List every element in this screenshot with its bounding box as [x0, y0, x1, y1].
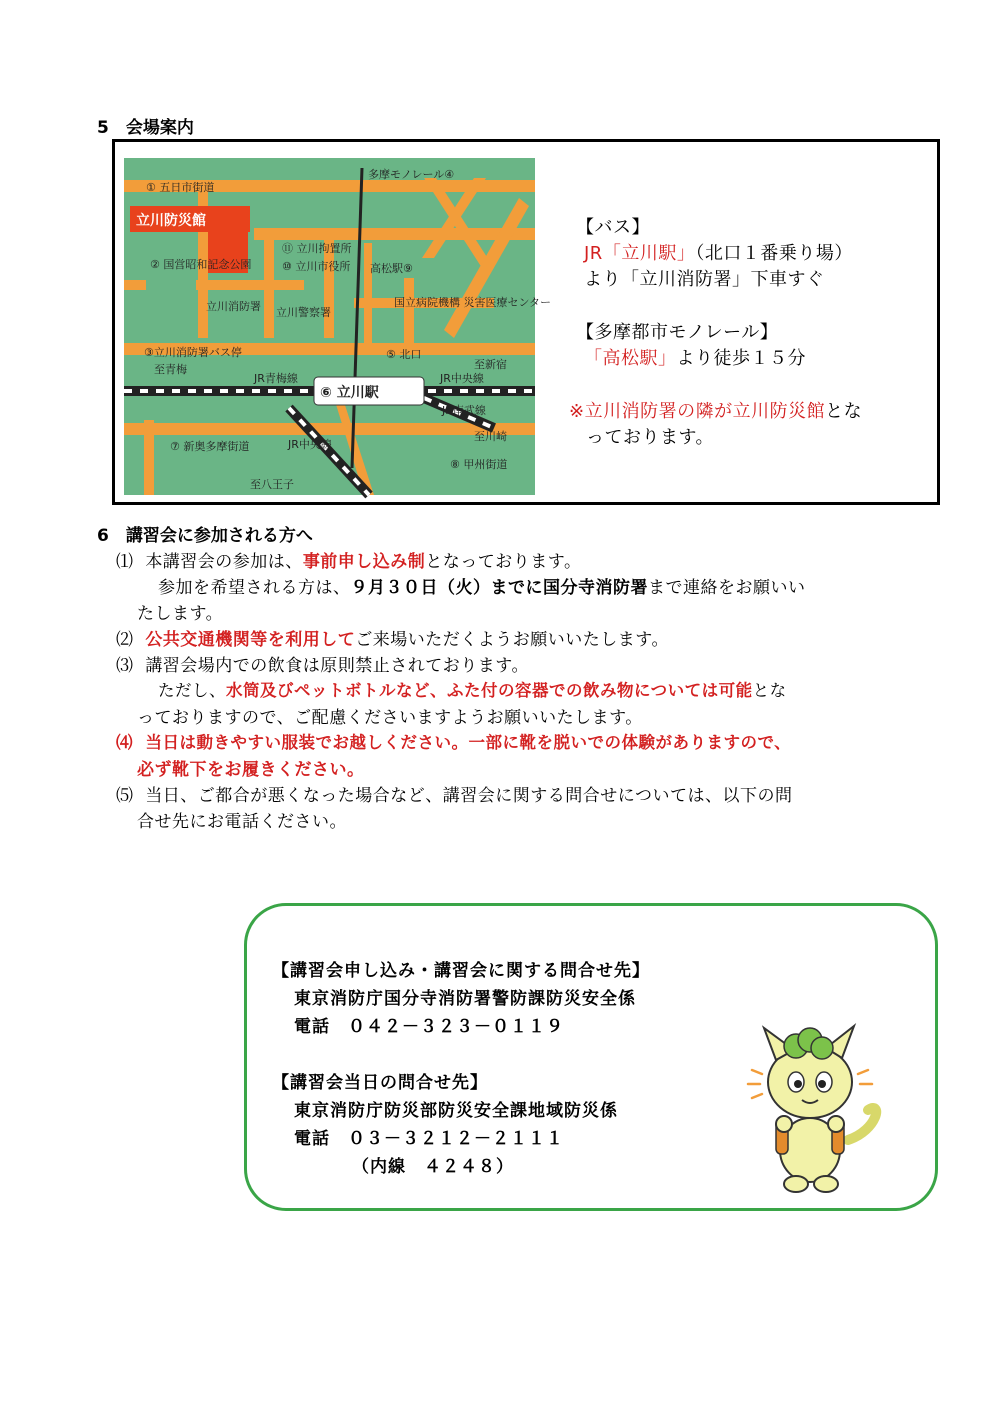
item2-text: ご来場いただくようお願いいたします。	[355, 630, 669, 650]
item1-line2-a: 参加を希望される方は、	[158, 578, 351, 598]
map-label-shin-okutama: ⑦ 新奥多摩街道	[170, 440, 250, 453]
map-label-bus-stop: ③立川消防署バス停	[144, 346, 242, 359]
bus-line2: より「立川消防署」下車すぐ	[584, 269, 825, 290]
monorail-station: 「高松駅」	[584, 348, 677, 369]
item1-emphasis: 事前申し込み制	[302, 552, 426, 572]
map-label-bosaikan: 立川防災館	[136, 213, 206, 229]
map-label-shiyakusho: ⑩ 立川市役所	[282, 260, 351, 273]
section6-heading: 6 講習会に参加される方へ	[97, 526, 313, 546]
mascot-illustration	[738, 1020, 888, 1200]
map-label-jr-ome: JR青梅線	[254, 372, 298, 385]
map-label-tachikawa-station: ⑥ 立川駅	[320, 385, 379, 401]
contact-org-1: 東京消防庁国分寺消防署警防課防災安全係	[294, 989, 636, 1009]
item1-number: ⑴	[116, 552, 134, 572]
item1-line3: たします。	[137, 604, 224, 624]
contact-tel-2: 電話 ０３－３２１２－２１１１	[294, 1129, 564, 1149]
note-red: ※立川消防署の隣が立川防災館	[569, 401, 826, 422]
map-label-kawasaki: 至川崎	[474, 430, 507, 443]
note-line1	[569, 397, 862, 423]
map-label-monorail: 多摩モノレール④	[368, 168, 455, 181]
map-label-kitaguchi: ⑤ 北口	[386, 348, 422, 361]
item3-text: 講習会場内での飲食は原則禁止されております。	[145, 656, 529, 676]
bus-line1	[584, 239, 853, 265]
item5-line1	[116, 781, 792, 806]
monorail-line1	[584, 344, 806, 370]
contact-org-2: 東京消防庁防災部防災安全課地域防災係	[294, 1101, 618, 1121]
map-label-takamatsu: 高松駅⑨	[370, 262, 413, 275]
venue-map	[124, 158, 552, 495]
item1-line2	[158, 573, 806, 598]
item3-line2	[158, 677, 787, 701]
map-label-jr-chuo: JR中央線	[440, 372, 484, 385]
item5-text: 当日、ご都合が悪くなった場合など、講習会に関する問合せについては、以下の問	[145, 786, 793, 806]
monorail-title: 【多摩都市モノレール】	[576, 322, 779, 343]
item3-line1	[116, 651, 529, 676]
item3-line2-b: とな	[752, 681, 787, 700]
map-label-shobosho: 立川消防署	[206, 300, 261, 313]
item4-line1	[116, 729, 791, 753]
item5-line2: 合せ先にお電話ください。	[137, 812, 347, 832]
map-label-koshu: ⑧ 甲州街道	[450, 458, 508, 471]
item1-line1	[116, 547, 581, 572]
map-label-showa-park: ② 国営昭和記念公園	[150, 258, 252, 271]
bus-station: JR「立川駅」	[584, 243, 696, 264]
item3-emphasis: 水筒及びペットボトルなど、ふた付の容器での飲み物については可能	[226, 681, 753, 700]
map-label-hospital: 国立病院機構 災害医療センター	[394, 296, 552, 309]
item2-number: ⑵	[116, 630, 134, 650]
map-label-keisatsu: 立川警察署	[276, 306, 331, 319]
map-label-hachioji: 至八王子	[250, 478, 294, 491]
item4-number: ⑷	[116, 733, 133, 752]
item2-emphasis: 公共交通機関等を利用して	[145, 630, 356, 650]
note-line2: っております。	[586, 427, 715, 448]
map-label-nanbu: JR南武線	[442, 404, 486, 417]
bus-title: 【バス】	[576, 217, 650, 238]
item3-line2-a: ただし、	[158, 681, 226, 700]
item4-line2: 必ず靴下をお履きください。	[137, 760, 365, 780]
contact-extension: （内線 ４２４８）	[352, 1157, 514, 1177]
item5-number: ⑸	[116, 786, 134, 806]
item4-text: 当日は動きやすい服装でお越しください。一部に靴を脱いでの体験がありますので、	[145, 733, 792, 752]
bus-platform: （北口１番乗り場）	[695, 243, 853, 264]
note-rest: とな	[825, 401, 863, 422]
contact-tel-1: 電話 ０４２－３２３－０１１９	[294, 1017, 564, 1037]
map-label-aome: 至青梅	[154, 363, 187, 376]
item1-text-a: 本講習会の参加は、	[145, 552, 303, 572]
item2-line1	[116, 625, 669, 650]
monorail-walk: より徒歩１５分	[676, 348, 806, 369]
map-label-kochisho: ⑪ 立川拘置所	[282, 242, 352, 255]
contact-title-2: 【講習会当日の問合せ先】	[272, 1073, 488, 1093]
item1-deadline: ９月３０日（火）までに国分寺消防署	[350, 578, 648, 598]
map-label-jr-chuo-2: JR中央線	[288, 438, 332, 451]
item3-number: ⑶	[116, 656, 134, 676]
section5-heading: 5 会場案内	[97, 118, 194, 138]
map-label-itsukaichi: ① 五日市街道	[146, 181, 215, 194]
contact-title-1: 【講習会申し込み・講習会に関する問合せ先】	[272, 961, 650, 981]
item3-line3: っておりますので、ご配慮くださいますようお願いいたします。	[137, 708, 643, 728]
item1-text-b: となっております。	[425, 552, 582, 572]
item1-line2-b: まで連絡をお願いい	[648, 578, 806, 598]
map-label-shinjuku: 至新宿	[474, 358, 507, 371]
